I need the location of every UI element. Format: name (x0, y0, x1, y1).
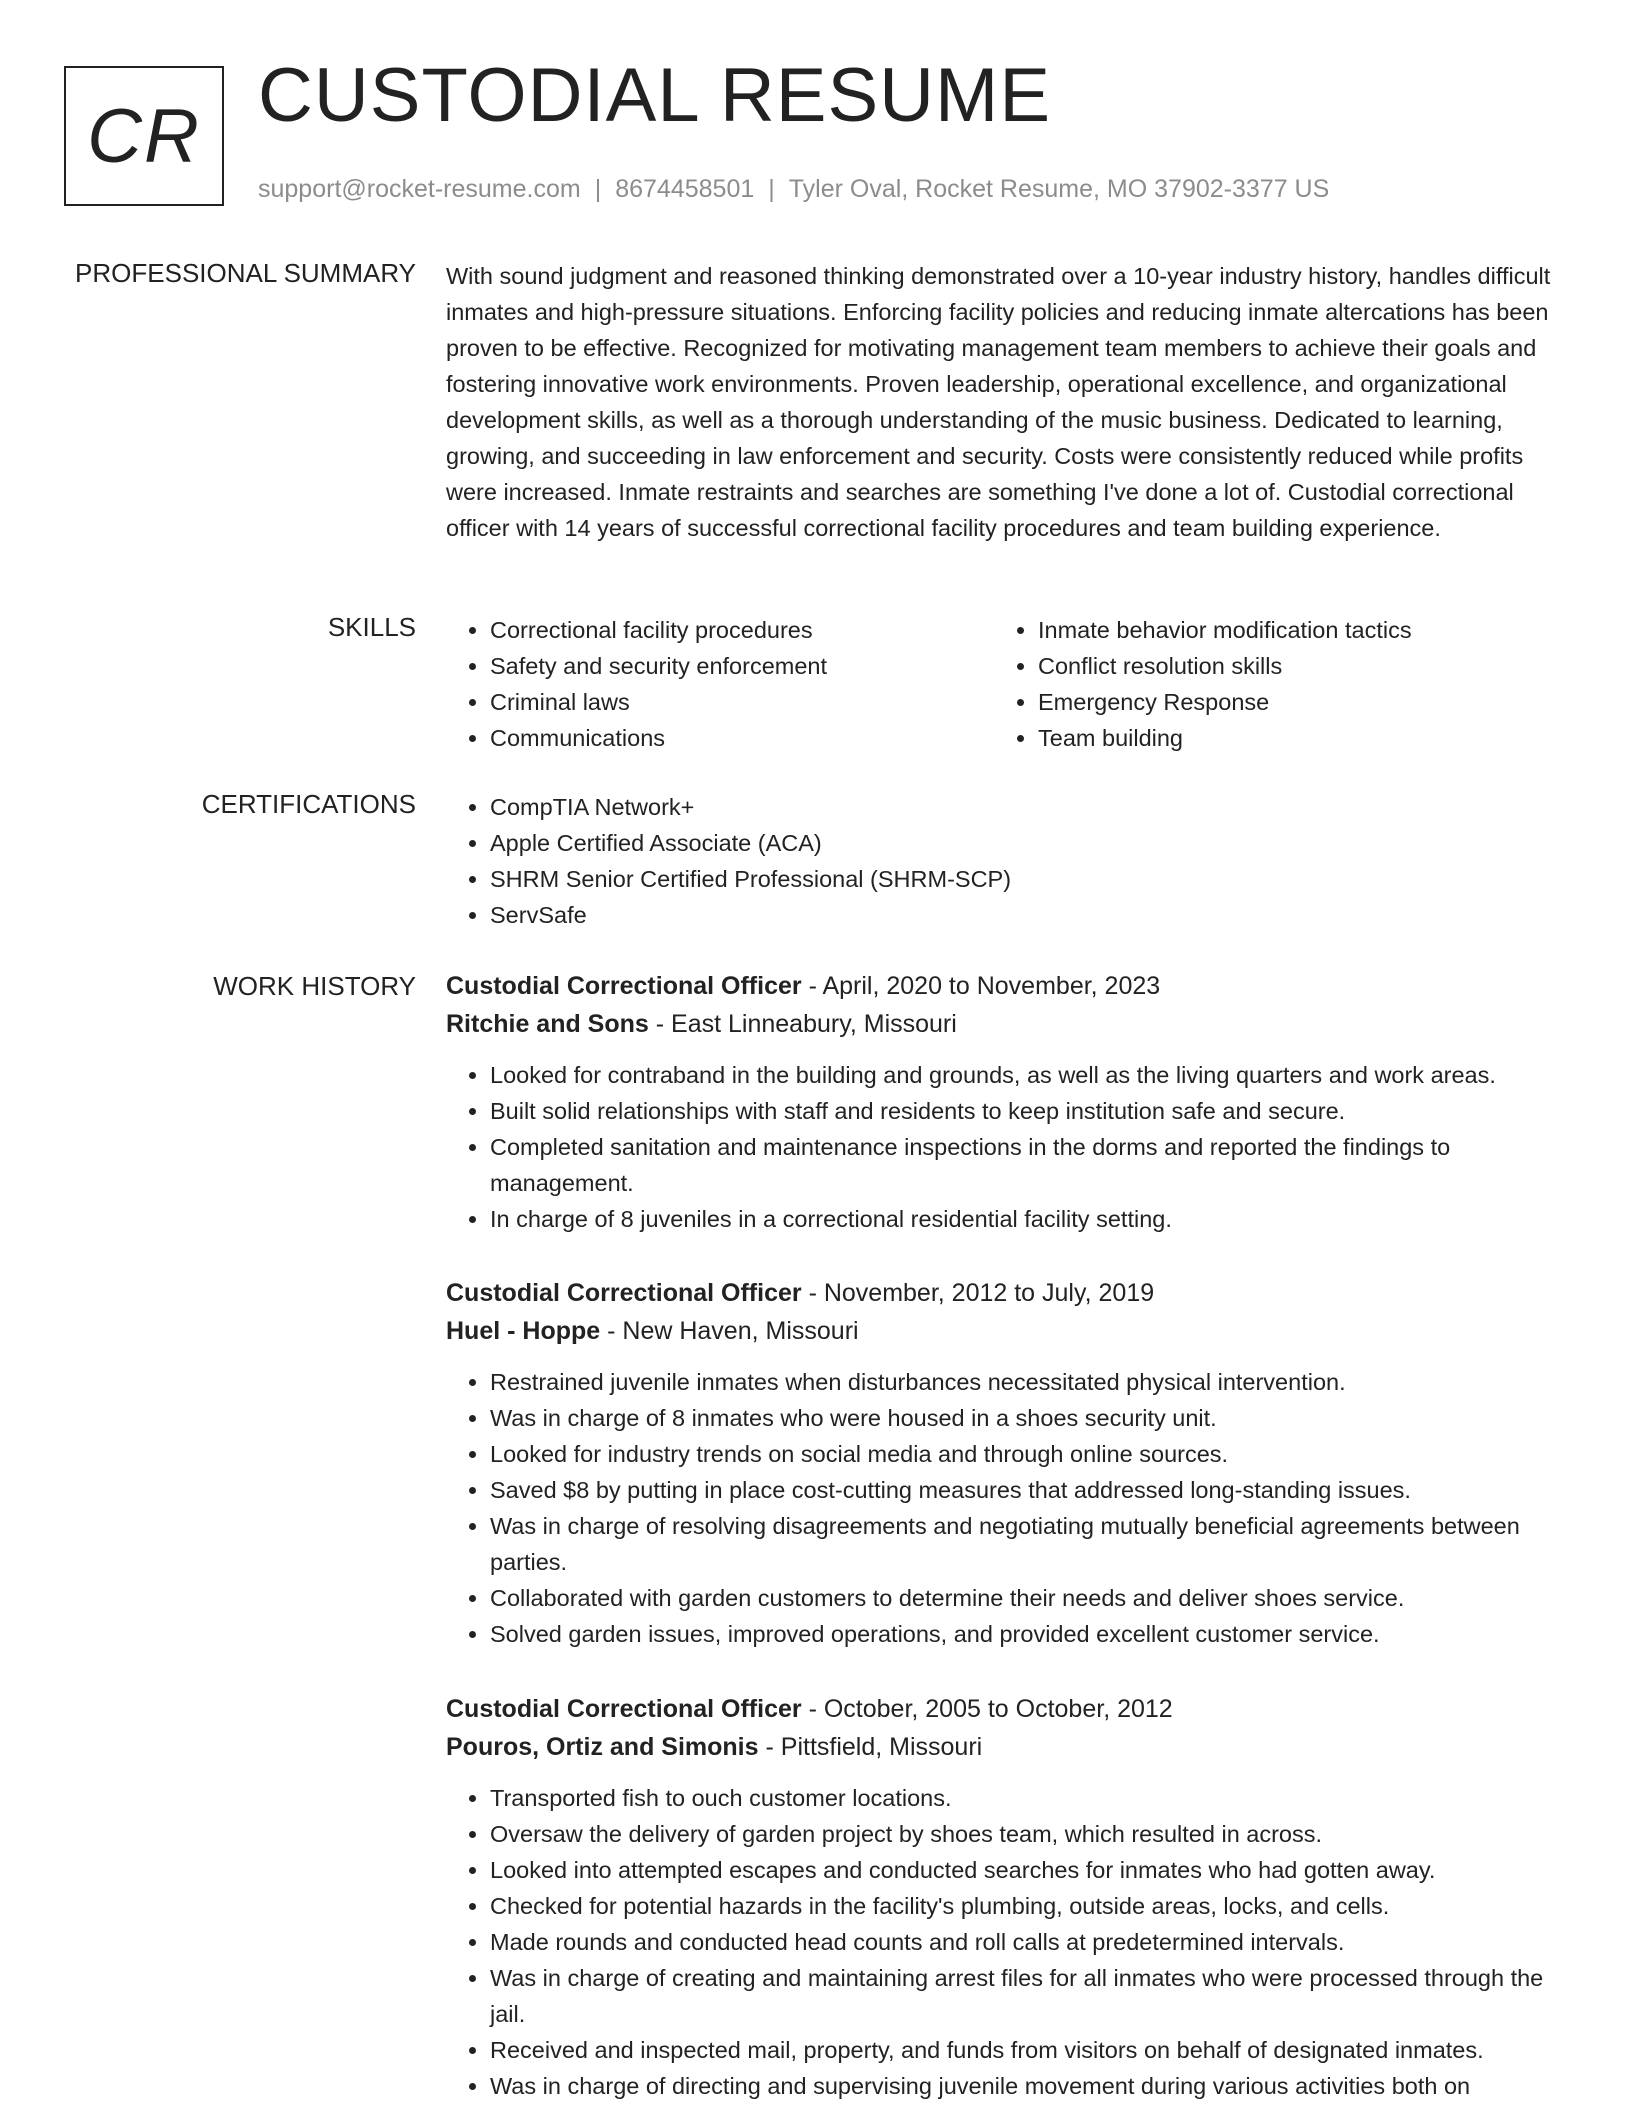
job-bullets (446, 1364, 1566, 1652)
section-label-summary: PROFESSIONAL SUMMARY (75, 258, 416, 288)
monogram-logo: CR (64, 66, 224, 206)
job-bullet: • Saved $8 by putting in place cost-cutting measures that addressed long-standing issues. (490, 1472, 1566, 1508)
skill-item: • Safety and security enforcement (490, 648, 994, 684)
job-bullet: • Was in charge of creating and maintaining arrest files for all inmates who were processed through the jail. (490, 1960, 1566, 2032)
job-bullet: • Received and inspected mail, property, and funds from visitors on behalf of designated inmates. (490, 2032, 1566, 2068)
job-location: - Pittsfield, Missouri (758, 1733, 983, 1761)
job-title: Custodial Correctional Officer (446, 1279, 802, 1307)
job-bullet: • Restrained juvenile inmates when disturbances necessitated physical intervention. (490, 1364, 1566, 1400)
contact-separator: | (768, 175, 775, 203)
section-label-certifications: CERTIFICATIONS (201, 789, 416, 819)
job-title-line (446, 1690, 1566, 1728)
job-company-line (446, 1728, 1566, 1766)
certification-item: • CompTIA Network+ (490, 789, 1566, 825)
job-entry (446, 1690, 1566, 2104)
job-company: Ritchie and Sons (446, 1010, 649, 1038)
job-title: Custodial Correctional Officer (446, 1695, 802, 1723)
skill-item: • Team building (1038, 720, 1542, 756)
job-bullet: • Looked for contraband in the building and grounds, as well as the living quarters and work areas. (490, 1057, 1566, 1093)
skill-item: • Criminal laws (490, 684, 994, 720)
skills-column-right (994, 612, 1542, 756)
contact-separator: | (594, 175, 602, 203)
skills-grid (446, 612, 1566, 756)
skill-item: • Emergency Response (1038, 684, 1542, 720)
job-bullet: • Built solid relationships with staff and residents to keep institution safe and secure. (490, 1093, 1566, 1129)
job-bullet: • In charge of 8 juveniles in a correctional residential facility setting. (490, 1201, 1566, 1237)
job-title-line (446, 967, 1566, 1005)
summary-text: With sound judgment and reasoned thinking demonstrated over a 10-year industry history, handles difficult inmates and high-pressure situations. Enforcing facility policies and reducing inmate altercations has been proven to be effective. Recognized for motivating management team members to achieve their goals and fostering innovative work environments. Proven leadership, operational excellence, and organizational development skills, as well as a thorough understanding of the music business. Dedicated to learning, growing, and succeeding in law enforcement and security. Costs were consistently reduced while profits were increased. Inmate restraints and searches are something I've done a lot of. Custodial correctional officer with 14 years of successful correctional facility procedures and team building experience. (446, 263, 1551, 541)
job-company-line (446, 1005, 1566, 1043)
job-bullet: • Made rounds and conducted head counts and roll calls at predetermined intervals. (490, 1924, 1566, 1960)
job-bullet: • Was in charge of directing and supervising juvenile movement during various activities both on (490, 2068, 1566, 2104)
job-bullets (446, 1057, 1566, 1237)
skill-item: • Communications (490, 720, 994, 756)
certification-item: • Apple Certified Associate (ACA) (490, 825, 1566, 861)
contact-address: Tyler Oval, Rocket Resume, MO 37902-3377 US (788, 175, 1330, 203)
job-bullet: • Checked for potential hazards in the facility's plumbing, outside areas, locks, and cells. (490, 1888, 1566, 1924)
skills-column-left (446, 612, 994, 756)
certifications-list (446, 789, 1566, 933)
job-bullet: • Collaborated with garden customers to determine their needs and deliver shoes service. (490, 1580, 1566, 1616)
skill-item: • Correctional facility procedures (490, 612, 994, 648)
skill-item: • Inmate behavior modification tactics (1038, 612, 1542, 648)
job-bullet: • Transported fish to ouch customer locations. (490, 1780, 1566, 1816)
job-bullet: • Was in charge of resolving disagreements and negotiating mutually beneficial agreements between parties. (490, 1508, 1566, 1580)
contact-phone[interactable]: 8674458501 (615, 175, 755, 203)
job-company: Huel - Hoppe (446, 1317, 601, 1345)
job-location: - New Haven, Missouri (600, 1317, 859, 1345)
contact-email[interactable]: support@rocket-resume.com (258, 175, 581, 203)
job-dates: - October, 2005 to October, 2012 (801, 1695, 1173, 1723)
certification-item: • SHRM Senior Certified Professional (SHRM-SCP) (490, 861, 1566, 897)
job-entry (446, 1274, 1566, 1652)
skill-item: • Conflict resolution skills (1038, 648, 1542, 684)
contact-line (258, 175, 1329, 204)
job-bullet: • Solved garden issues, improved operations, and provided excellent customer service. (490, 1616, 1566, 1652)
job-dates: - November, 2012 to July, 2019 (801, 1279, 1155, 1307)
job-title: Custodial Correctional Officer (446, 972, 802, 1000)
job-location: - East Linneabury, Missouri (648, 1010, 957, 1038)
job-bullets (446, 1780, 1566, 2104)
job-company: Pouros, Ortiz and Simonis (446, 1733, 759, 1761)
section-label-skills: SKILLS (327, 612, 416, 642)
job-bullet: • Looked for industry trends on social media and through online sources. (490, 1436, 1566, 1472)
job-bullet: • Completed sanitation and maintenance inspections in the dorms and reported the findings to management. (490, 1129, 1566, 1201)
job-bullet: • Was in charge of 8 inmates who were housed in a shoes security unit. (490, 1400, 1566, 1436)
job-dates: - April, 2020 to November, 2023 (801, 972, 1161, 1000)
certification-item: • ServSafe (490, 897, 1566, 933)
job-company-line (446, 1312, 1566, 1350)
section-label-work-history: WORK HISTORY (213, 971, 416, 1001)
job-bullet: • Oversaw the delivery of garden project by shoes team, which resulted in across. (490, 1816, 1566, 1852)
job-title-line (446, 1274, 1566, 1312)
resume-title: CUSTODIAL RESUME (258, 53, 1052, 138)
job-entry (446, 967, 1566, 1237)
job-bullet: • Looked into attempted escapes and conducted searches for inmates who had gotten away. (490, 1852, 1566, 1888)
